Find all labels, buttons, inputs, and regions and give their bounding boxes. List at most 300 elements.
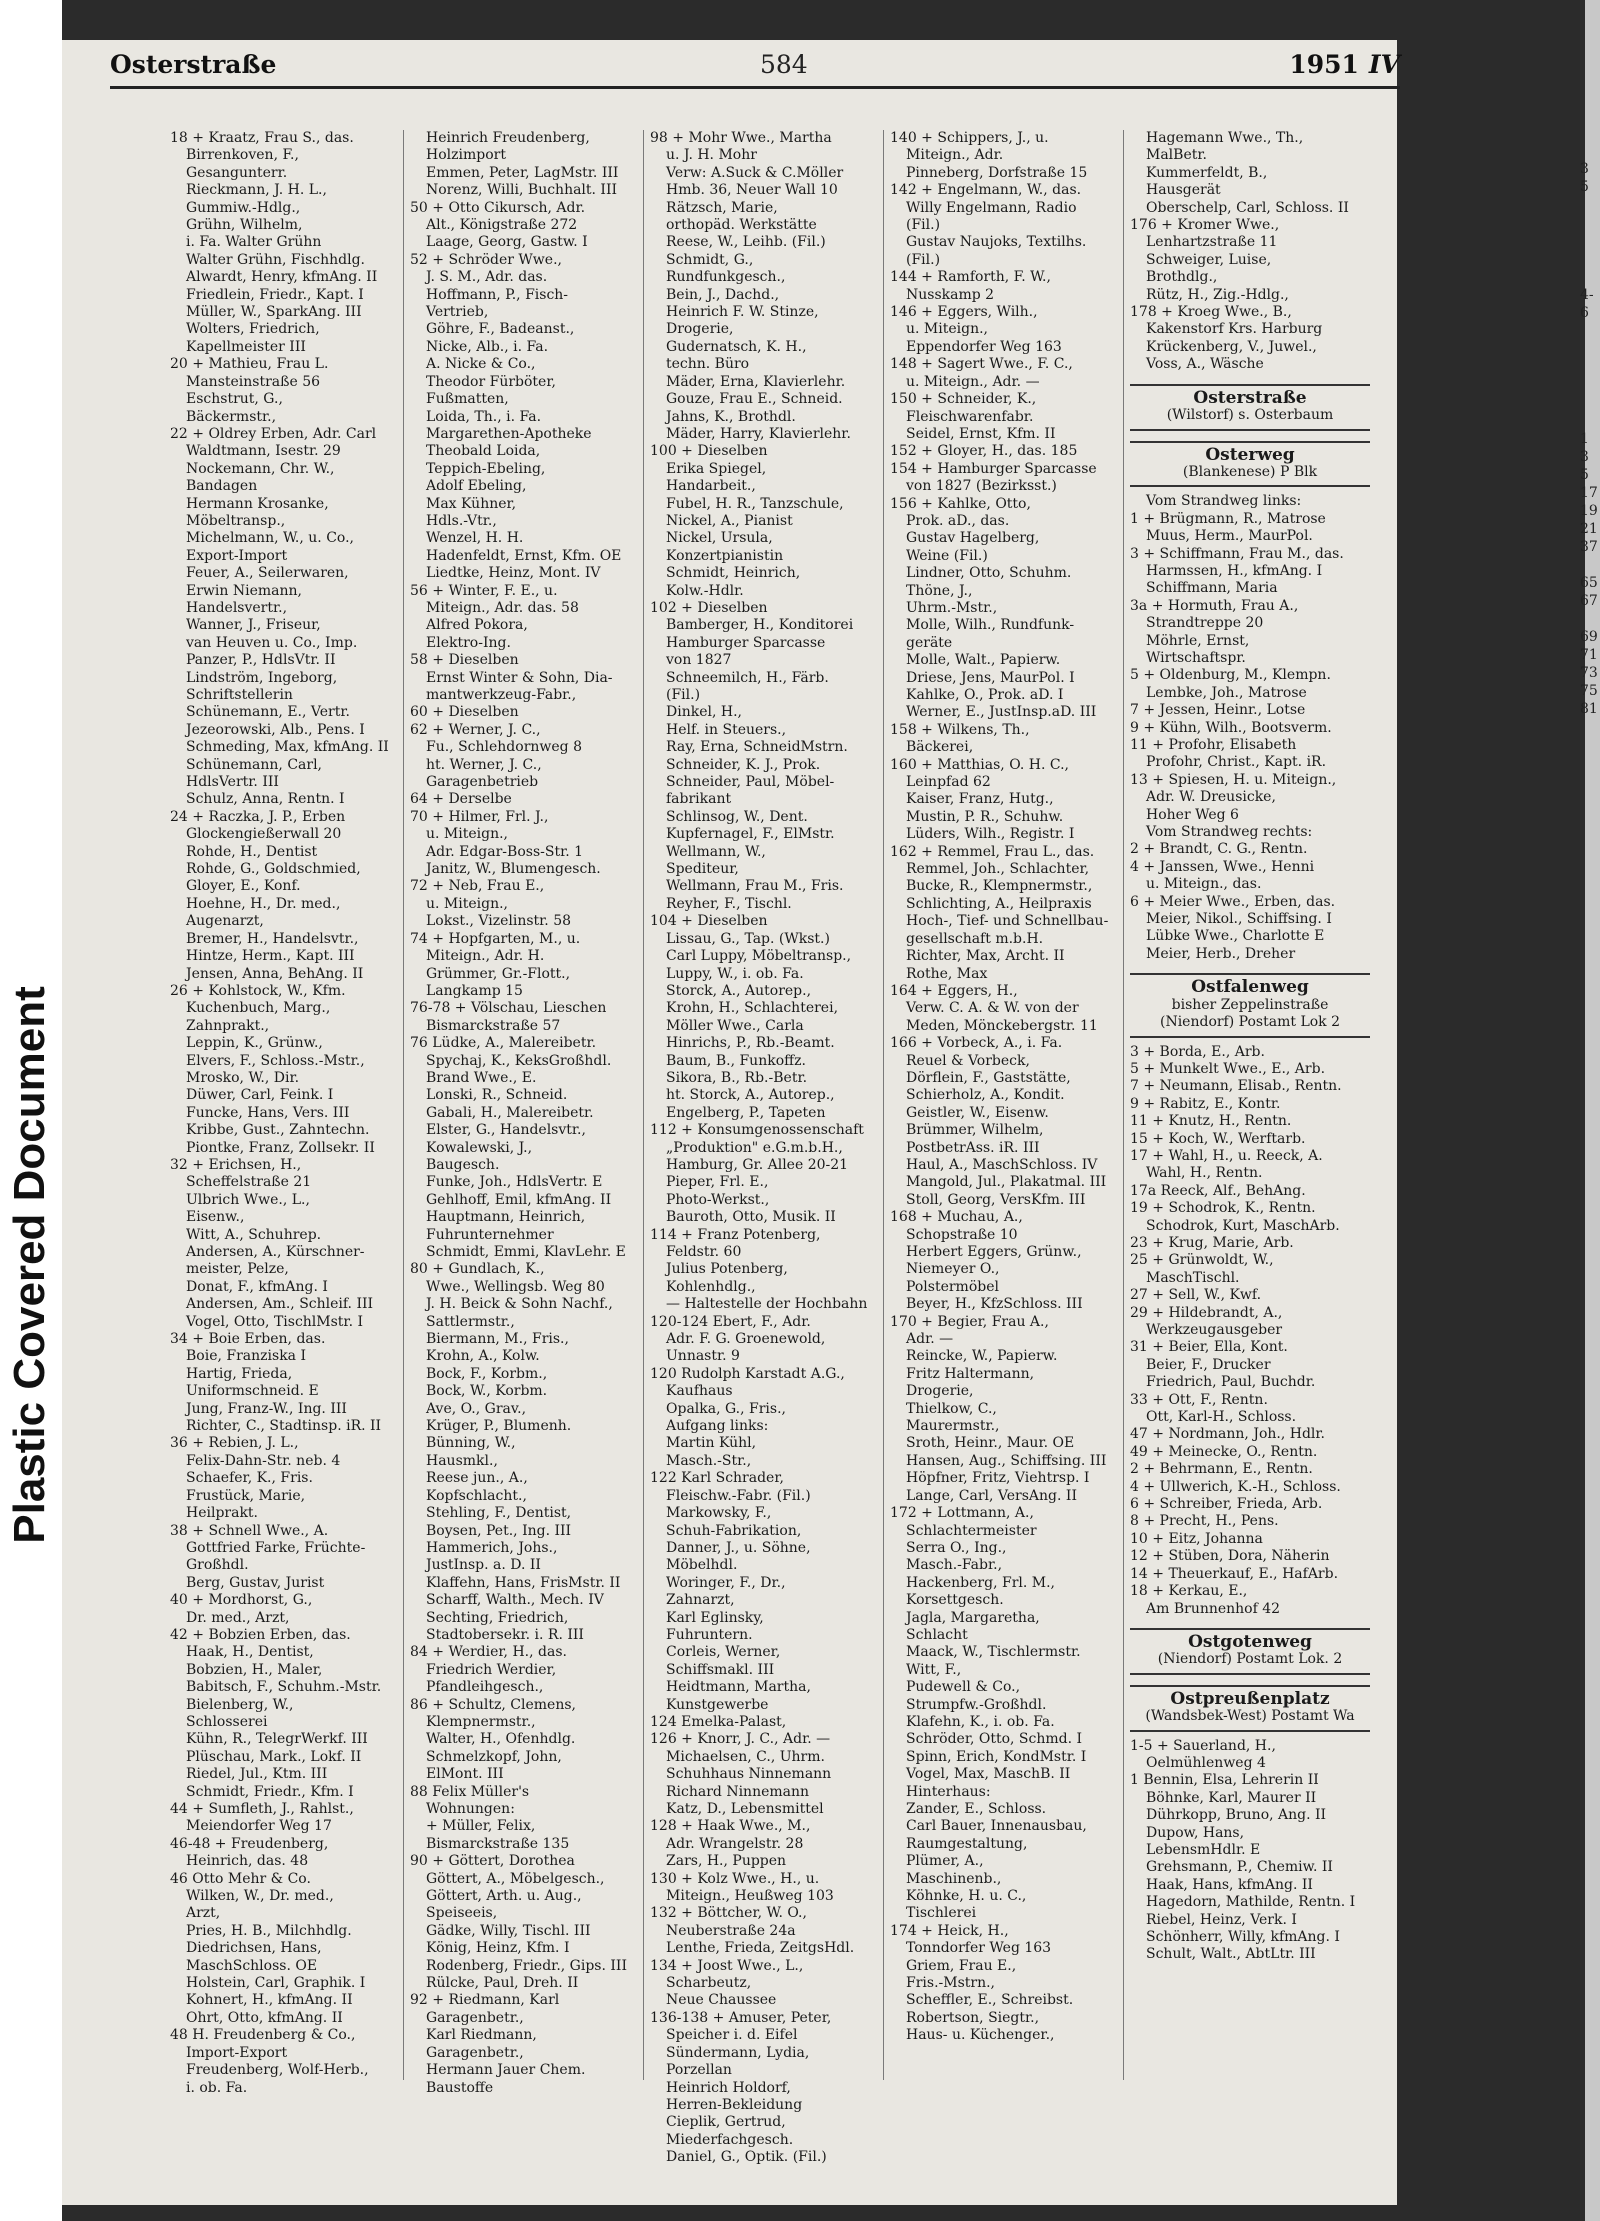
resident-entry: Schmidt, Emmi, KlavLehr. E bbox=[426, 1244, 626, 1260]
house-number-entry: 9 + Rabitz, E., Kontr. bbox=[1130, 1095, 1281, 1112]
edge-number bbox=[1580, 268, 1598, 286]
house-number-entry: 84 + Werdier, H., das. bbox=[410, 1644, 567, 1661]
resident-entry: Griem, Frau E., bbox=[906, 1957, 1017, 1974]
resident-entry: Kahlke, O., Prok. aD. I bbox=[906, 687, 1064, 703]
resident-entry: Max Kühner, bbox=[426, 495, 517, 512]
resident-entry: MalBetr. bbox=[1146, 147, 1207, 164]
resident-entry: Sattlermstr., bbox=[426, 1313, 515, 1330]
resident-entry: Loida, Th., i. Fa. bbox=[426, 408, 542, 425]
resident-entry: Mrosko, W., Dir. bbox=[186, 1069, 300, 1086]
resident-entry: Scharbeutz, bbox=[666, 1975, 752, 1992]
resident-entry: Schiffsmakl. III bbox=[666, 1661, 775, 1678]
resident-entry: Boie, Franziska I bbox=[186, 1348, 306, 1365]
edge-number: 65 bbox=[1580, 575, 1598, 591]
resident-entry: Engelberg, P., Tapeten bbox=[666, 1104, 826, 1121]
resident-entry: von 1827 bbox=[666, 652, 732, 669]
resident-entry: Bauroth, Otto, Musik. II bbox=[666, 1209, 836, 1226]
resident-entry: Schierholz, A., Kondit. bbox=[906, 1087, 1065, 1104]
resident-entry: Danner, J., u. Söhne, bbox=[666, 1539, 811, 1556]
resident-entry: Beier, F., Drucker bbox=[1146, 1356, 1271, 1373]
resident-entry: Klempnermstr., bbox=[426, 1713, 536, 1730]
resident-entry: Reese, W., Leihb. (Fil.) bbox=[666, 234, 826, 251]
house-number-entry: 72 + Neb, Frau E., bbox=[410, 878, 545, 895]
resident-entry: Grühn, Wilhelm, bbox=[186, 217, 303, 234]
resident-entry: Kummerfeldt, B., bbox=[1146, 164, 1268, 181]
resident-entry: (Fil.) bbox=[906, 251, 941, 268]
resident-entry: Elektro-Ing. bbox=[426, 634, 511, 651]
house-number-entry: 166 + Vorbeck, A., i. Fa. bbox=[890, 1035, 1063, 1052]
street-name: Ostpreußenplatz bbox=[1170, 1688, 1330, 1709]
adjacent-page-numbers bbox=[1580, 160, 1598, 718]
resident-entry: Jung, Franz-W., Ing. III bbox=[186, 1400, 347, 1417]
resident-entry: Wolters, Friedrich, bbox=[186, 321, 320, 338]
resident-entry: Molle, Wilh., Rundfunk- bbox=[906, 617, 1075, 634]
resident-entry: Pieper, Frl. E., bbox=[666, 1174, 769, 1191]
resident-entry: Adolf Ebeling, bbox=[426, 478, 527, 495]
resident-entry: Sündermann, Lydia, bbox=[666, 2044, 810, 2061]
resident-entry: Hoch-, Tief- und Schnellbau- bbox=[906, 913, 1109, 930]
house-number-entry: 5 + Munkelt Wwe., E., Arb. bbox=[1130, 1060, 1326, 1077]
resident-entry: Kohlenhdlg., bbox=[666, 1278, 756, 1295]
page-header bbox=[110, 46, 1400, 89]
house-number-entry: 17a Reeck, Alf., BehAng. bbox=[1130, 1182, 1306, 1199]
street-note: (Niendorf) Postamt Lok. 2 bbox=[1157, 1651, 1343, 1668]
resident-entry: Gouze, Frau E., Schneid. bbox=[666, 391, 843, 408]
resident-entry: Korsettgesch. bbox=[906, 1592, 1004, 1609]
resident-entry: Fris.-Mstrn., bbox=[906, 1975, 996, 1992]
resident-entry: Schünemann, E., Vertr. bbox=[186, 704, 350, 721]
resident-entry: Theodor Fürböter, bbox=[426, 373, 556, 390]
resident-entry: Markowsky, F., bbox=[666, 1505, 772, 1522]
resident-entry: Schlacht bbox=[906, 1626, 968, 1643]
house-number-entry: 1 + Brügmann, R., Matrose bbox=[1130, 510, 1326, 527]
resident-entry: Photo-Werkst., bbox=[666, 1191, 770, 1208]
resident-entry: Klafehn, K., i. ob. Fa. bbox=[906, 1713, 1055, 1730]
resident-entry: Schodrok, Kurt, MaschArb. bbox=[1146, 1217, 1340, 1234]
resident-entry: Konzertpianistin bbox=[666, 547, 784, 564]
resident-entry: Bock, W., Korbm. bbox=[426, 1383, 548, 1400]
house-number-entry: 104 + Dieselben bbox=[650, 913, 768, 930]
resident-entry: MaschTischl. bbox=[1146, 1269, 1240, 1286]
resident-entry: Handelsvertr., bbox=[186, 599, 288, 616]
resident-entry: Mustin, P. R., Schuhw. bbox=[906, 808, 1064, 825]
resident-entry: Hagedorn, Mathilde, Rentn. I bbox=[1146, 1894, 1356, 1911]
resident-entry: Janitz, W., Blumengesch. bbox=[426, 861, 601, 878]
house-number-entry: 154 + Hamburger Sparcasse bbox=[890, 460, 1097, 477]
house-number-entry: 11 + Knutz, H., Rentn. bbox=[1130, 1113, 1292, 1130]
resident-entry: Babitsch, F., Schuhm.-Mstr. bbox=[186, 1679, 382, 1696]
resident-entry: Haul, A., MaschSchloss. IV bbox=[906, 1156, 1098, 1173]
resident-entry: Dinkel, H., bbox=[666, 704, 742, 721]
house-number-entry: 70 + Hilmer, Frl. J., bbox=[410, 808, 549, 825]
resident-entry: Rülcke, Paul, Dreh. II bbox=[426, 1975, 579, 1992]
house-number-entry: 122 Karl Schrader, bbox=[650, 1470, 784, 1487]
resident-entry: Bismarckstraße 57 bbox=[426, 1017, 561, 1034]
resident-entry: J. H. Beick & Sohn Nachf., bbox=[426, 1296, 613, 1313]
resident-entry: Schmidt, Heinrich, bbox=[666, 565, 801, 582]
house-number-entry: 90 + Göttert, Dorothea bbox=[410, 1853, 575, 1870]
resident-entry: Diedrichsen, Hans, bbox=[186, 1940, 322, 1957]
resident-entry: Strumpfw.-Großhdl. bbox=[906, 1696, 1047, 1713]
resident-entry: Gottfried Farke, Früchte- bbox=[186, 1539, 366, 1556]
resident-entry: Jezeorowski, Alb., Pens. I bbox=[186, 721, 365, 738]
heading-rule bbox=[1130, 1673, 1370, 1675]
house-number-entry: 100 + Dieselben bbox=[650, 443, 768, 460]
resident-entry: Schünemann, Carl, bbox=[186, 756, 323, 773]
resident-entry: Krüger, P., Blumenh. bbox=[426, 1418, 572, 1435]
resident-entry: Vom Strandweg rechts: bbox=[1146, 824, 1313, 841]
resident-entry: Handarbeit., bbox=[666, 478, 756, 495]
edge-number: 3 bbox=[1580, 161, 1589, 177]
resident-entry: Lissau, G., Tap. (Wkst.) bbox=[666, 930, 830, 947]
resident-entry: Witt, A., Schuhrep. bbox=[186, 1226, 322, 1243]
resident-entry: Oelmühlenweg 4 bbox=[1146, 1754, 1266, 1771]
resident-entry: Eppendorfer Weg 163 bbox=[906, 338, 1062, 355]
resident-entry: Düwer, Carl, Feink. I bbox=[186, 1087, 334, 1104]
house-number-entry: 98 + Mohr Wwe., Martha bbox=[650, 130, 832, 146]
resident-entry: Gabali, H., Malereibetr. bbox=[426, 1104, 594, 1121]
resident-entry: Speicher i. d. Eifel bbox=[666, 2027, 798, 2044]
resident-entry: Schuhhaus Ninnemann bbox=[666, 1766, 832, 1783]
resident-entry: Garagenbetr., bbox=[426, 2044, 524, 2061]
resident-entry: Drogerie, bbox=[906, 1383, 974, 1400]
resident-entry: Kupfernagel, F., ElMstr. bbox=[666, 826, 835, 843]
resident-entry: Masch.-Str., bbox=[666, 1452, 752, 1469]
resident-entry: Funcke, Hans, Vers. III bbox=[186, 1104, 350, 1121]
page-number: 584 bbox=[760, 50, 808, 79]
resident-entry: Göttert, A., Möbelgesch., bbox=[426, 1870, 605, 1887]
resident-entry: Böhnke, Karl, Maurer II bbox=[1146, 1789, 1317, 1806]
resident-entry: Thielkow, C., bbox=[906, 1400, 997, 1417]
resident-entry: i. Fa. Walter Grühn bbox=[186, 234, 322, 251]
resident-entry: Schuh-Fabrikation, bbox=[666, 1522, 802, 1539]
resident-entry: Schlinsog, W., Dent. bbox=[666, 808, 808, 825]
resident-entry: Nusskamp 2 bbox=[906, 286, 995, 303]
resident-entry: MaschSchloss. OE bbox=[186, 1957, 318, 1974]
resident-entry: Baustoffe bbox=[426, 2079, 494, 2096]
resident-entry: Driese, Jens, MaurPol. I bbox=[906, 669, 1075, 686]
column-2 bbox=[410, 130, 635, 2097]
plastic-cover-strip bbox=[0, 0, 62, 2221]
resident-entry: Dührkopp, Bruno, Ang. II bbox=[1146, 1807, 1327, 1824]
resident-entry: u. Miteign., bbox=[426, 895, 508, 912]
resident-entry: Holzimport bbox=[426, 147, 506, 164]
house-number-entry: 13 + Spiesen, H. u. Miteign., bbox=[1130, 771, 1337, 788]
resident-entry: Opalka, G., Fris., bbox=[666, 1400, 786, 1417]
resident-entry: fabrikant bbox=[666, 791, 732, 808]
resident-entry: Adr. W. Dreusicke, bbox=[1146, 789, 1276, 806]
house-number-entry: 146 + Eggers, Wilh., bbox=[890, 304, 1038, 321]
resident-entry: Wanner, J., Friseur, bbox=[186, 617, 321, 634]
resident-entry: Bünning, W., bbox=[426, 1435, 516, 1452]
resident-entry: Hamburger Sparcasse bbox=[666, 634, 826, 651]
resident-entry: Lonski, R., Schneid. bbox=[426, 1087, 568, 1104]
resident-entry: Schult, Walt., AbtLtr. III bbox=[1146, 1946, 1316, 1963]
edge-number bbox=[1580, 232, 1598, 250]
resident-entry: Dupow, Hans, bbox=[1146, 1824, 1245, 1841]
street-note: (Wilstorf) s. Osterbaum bbox=[1166, 407, 1334, 424]
resident-entry: Fuhrunternehmer bbox=[426, 1226, 554, 1243]
resident-entry: Dr. med., Arzt, bbox=[186, 1609, 290, 1626]
resident-entry: u. Miteign., bbox=[906, 321, 988, 338]
house-number-entry: 17 + Wahl, H., u. Reeck, A. bbox=[1130, 1147, 1323, 1164]
resident-entry: Bamberger, H., Konditorei bbox=[666, 617, 854, 634]
resident-entry: Meier, Herb., Dreher bbox=[1146, 945, 1296, 962]
resident-entry: Muus, Herm., MaurPol. bbox=[1146, 528, 1313, 545]
resident-entry: Lindner, Otto, Schuhm. bbox=[906, 565, 1072, 582]
heading-rule bbox=[1130, 1036, 1370, 1038]
resident-entry: Ott, Karl-H., Schloss. bbox=[1146, 1409, 1297, 1426]
resident-entry: Serra O., Ing., bbox=[906, 1539, 1007, 1556]
column-divider bbox=[643, 130, 644, 2080]
house-number-entry: 8 + Precht, H., Pens. bbox=[1130, 1513, 1279, 1530]
resident-entry: Lüders, Wilh., Registr. I bbox=[906, 826, 1075, 843]
edge-number bbox=[1580, 250, 1598, 268]
house-number-entry: 126 + Knorr, J. C., Adr. — bbox=[650, 1731, 831, 1748]
edge-number bbox=[1580, 196, 1598, 214]
house-number-entry: 11 + Profohr, Elisabeth bbox=[1130, 737, 1297, 753]
resident-entry: Schopstraße 10 bbox=[906, 1226, 1018, 1243]
resident-entry: u. Miteign., Adr. — bbox=[906, 373, 1040, 390]
resident-entry: Göhre, F., Badeanst., bbox=[426, 321, 575, 338]
resident-entry: Beyer, H., KfzSchloss. III bbox=[906, 1296, 1083, 1313]
resident-entry: Hausmkl., bbox=[426, 1452, 498, 1469]
resident-entry: Michelmann, W., u. Co., bbox=[186, 530, 354, 547]
house-number-entry: 76 Lüdke, A., Malereibetr. bbox=[410, 1035, 597, 1052]
house-number-entry: 32 + Erichsen, H., bbox=[170, 1156, 302, 1173]
resident-entry: Hansen, Aug., Schiffsing. III bbox=[906, 1452, 1107, 1469]
resident-entry: Nickel, A., Pianist bbox=[666, 512, 793, 529]
resident-entry: Ave, O., Grav., bbox=[426, 1400, 527, 1417]
resident-entry: Aufgang links: bbox=[666, 1418, 769, 1435]
resident-entry: Emmen, Peter, LagMstr. III bbox=[426, 164, 619, 181]
resident-entry: Mangold, Jul., Plakatmal. III bbox=[906, 1174, 1107, 1191]
resident-entry: Vom Strandweg links: bbox=[1146, 493, 1302, 510]
house-number-entry: 18 + Kraatz, Frau S., das. bbox=[170, 130, 354, 146]
resident-entry: Ray, Erna, SchneidMstrn. bbox=[666, 739, 848, 756]
house-number-entry: 120 Rudolph Karstadt A.G., bbox=[650, 1365, 845, 1382]
resident-entry: Weine (Fil.) bbox=[906, 547, 988, 564]
resident-entry: Oberschelp, Carl, Schloss. II bbox=[1146, 199, 1349, 216]
edge-number: 37 bbox=[1580, 539, 1598, 555]
house-number-entry: 23 + Krug, Marie, Arb. bbox=[1130, 1234, 1294, 1251]
house-number-entry: 134 + Joost Wwe., L., bbox=[650, 1957, 804, 1974]
running-head-street: Osterstraße bbox=[110, 50, 277, 79]
house-number-entry: 18 + Kerkau, E., bbox=[1130, 1583, 1248, 1600]
edge-number bbox=[1580, 358, 1598, 376]
resident-entry: Vogel, Otto, TischlMstr. I bbox=[186, 1313, 364, 1330]
resident-entry: u. Miteign., bbox=[426, 826, 508, 843]
resident-entry: Geistler, W., Eisenw. bbox=[906, 1104, 1049, 1121]
house-number-entry: 44 + Sumfleth, J., Rahlst., bbox=[170, 1801, 354, 1817]
resident-entry: Großhdl. bbox=[186, 1557, 249, 1574]
heading-rule bbox=[1130, 441, 1370, 443]
resident-entry: Garagenbetr., bbox=[426, 2009, 524, 2026]
resident-entry: Mansteinstraße 56 bbox=[186, 373, 321, 390]
resident-entry: Andersen, Am., Schleif. III bbox=[186, 1296, 374, 1313]
resident-entry: Verw. C. A. & W. von der bbox=[906, 1000, 1079, 1017]
resident-entry: Neue Chaussee bbox=[666, 1992, 777, 2009]
house-number-entry: 136-138 + Amuser, Peter, bbox=[650, 2009, 832, 2026]
resident-entry: Möbelhdl. bbox=[666, 1557, 738, 1574]
street-name: Ostgotenweg bbox=[1188, 1631, 1312, 1652]
house-number-entry: 40 + Mordhorst, G., bbox=[170, 1592, 313, 1609]
resident-entry: Göttert, Arth. u. Aug., bbox=[426, 1888, 582, 1905]
resident-entry: Haus- u. Küchenger., bbox=[906, 2027, 1055, 2044]
resident-entry: Friedrich, Paul, Buchdr. bbox=[1146, 1374, 1316, 1391]
edge-number: 71 bbox=[1580, 647, 1598, 663]
resident-entry: Neuberstraße 24a bbox=[666, 1922, 796, 1939]
house-number-entry: 76-78 + Völschau, Lieschen bbox=[410, 1000, 607, 1017]
street-heading bbox=[1130, 1685, 1370, 1732]
resident-entry: Miteign., Adr. bbox=[906, 147, 1004, 164]
edge-number: 19 bbox=[1580, 503, 1598, 519]
resident-entry: Fuhruntern. bbox=[666, 1626, 753, 1643]
resident-entry: Jahns, K., Brothdl. bbox=[666, 408, 796, 425]
resident-entry: Hauptmann, Heinrich, bbox=[426, 1209, 586, 1226]
house-number-entry: 12 + Stüben, Dora, Näherin bbox=[1130, 1548, 1330, 1565]
resident-entry: Glockengießerwall 20 bbox=[186, 826, 342, 843]
resident-entry: Schulz, Anna, Rentn. I bbox=[186, 791, 345, 808]
resident-entry: Schiffmann, Maria bbox=[1146, 580, 1278, 597]
resident-entry: Hadenfeldt, Ernst, Kfm. OE bbox=[426, 547, 622, 564]
resident-entry: Hintze, Herm., Kapt. III bbox=[186, 948, 355, 965]
resident-entry: Walter Grühn, Fischhdlg. bbox=[186, 251, 365, 268]
resident-entry: Carl Luppy, Möbeltransp., bbox=[666, 948, 852, 965]
column-divider bbox=[1123, 130, 1124, 2080]
house-number-entry: 3 + Borda, E., Arb. bbox=[1130, 1043, 1265, 1060]
house-number-entry: 80 + Gundlach, K., bbox=[410, 1261, 545, 1278]
resident-entry: Adr. F. G. Groenewold, bbox=[666, 1331, 826, 1348]
resident-entry: Riedel, Jul., Ktm. III bbox=[186, 1766, 328, 1783]
resident-entry: Gustav Naujoks, Textilhs. bbox=[906, 234, 1087, 251]
resident-entry: Spediteur, bbox=[666, 861, 739, 878]
house-number-entry: 132 + Böttcher, W. O., bbox=[650, 1905, 807, 1922]
resident-entry: Rohde, H., Dentist bbox=[186, 843, 318, 860]
house-number-entry: 74 + Hopfgarten, M., u. bbox=[410, 930, 581, 947]
resident-entry: Nockemann, Chr. W., bbox=[186, 460, 335, 477]
resident-entry: Polstermöbel bbox=[906, 1278, 999, 1295]
resident-entry: Wellmann, Frau M., Fris. bbox=[666, 878, 844, 895]
resident-entry: Feuer, A., Seilerwaren, bbox=[186, 565, 349, 582]
resident-entry: Möbeltransp., bbox=[186, 512, 286, 529]
edge-number: 4- bbox=[1580, 287, 1594, 303]
resident-entry: u. Miteign., das. bbox=[1146, 876, 1262, 893]
resident-entry: Helf. in Steuers., bbox=[666, 721, 787, 738]
house-number-entry: 22 + Oldrey Erben, Adr. Carl bbox=[170, 425, 377, 442]
resident-entry: Alfred Pokora, bbox=[426, 617, 528, 634]
resident-entry: Friedrich Werdier, bbox=[426, 1661, 557, 1678]
resident-entry: Corleis, Werner, bbox=[666, 1644, 781, 1661]
resident-entry: Woringer, F., Dr., bbox=[666, 1574, 786, 1591]
house-number-entry: 1 Bennin, Elsa, Lehrerin II bbox=[1130, 1772, 1319, 1789]
resident-entry: Gehlhoff, Emil, kfmAng. II bbox=[426, 1191, 612, 1208]
resident-entry: i. ob. Fa. bbox=[186, 2079, 248, 2096]
resident-entry: Scheffler, E., Schreibst. bbox=[906, 1992, 1074, 2009]
resident-entry: Heidtmann, Martha, bbox=[666, 1679, 811, 1696]
resident-entry: Karl Riedmann, bbox=[426, 2027, 537, 2044]
resident-entry: Hdls.-Vtr., bbox=[426, 512, 497, 529]
resident-entry: Rütz, H., Zig.-Hdlg., bbox=[1146, 286, 1289, 303]
house-number-entry: 31 + Beier, Ella, Kont. bbox=[1130, 1339, 1288, 1356]
resident-entry: Arzt, bbox=[186, 1905, 221, 1922]
resident-entry: Harmssen, H., kfmAng. I bbox=[1146, 562, 1323, 579]
edge-number: 5 bbox=[1580, 467, 1589, 483]
resident-entry: Kaufhaus bbox=[666, 1383, 733, 1400]
resident-entry: Bäckermstr., bbox=[186, 408, 277, 425]
edge-number bbox=[1580, 214, 1598, 232]
house-number-entry: 144 + Ramforth, F. W., bbox=[890, 269, 1051, 286]
resident-entry: Mäder, Harry, Klavierlehr. bbox=[666, 425, 851, 442]
house-number-entry: 46-48 + Freudenberg, bbox=[170, 1835, 329, 1852]
resident-entry: Gummiw.-Hdlg., bbox=[186, 199, 301, 216]
resident-entry: Gesangunterr. bbox=[186, 164, 288, 181]
resident-entry: Eisenw., bbox=[186, 1209, 245, 1226]
resident-entry: Schmeding, Max, kfmAng. II bbox=[186, 739, 389, 756]
street-note: (Wandsbek-West) Postamt Wa bbox=[1145, 1708, 1355, 1725]
resident-entry: Margarethen-Apotheke bbox=[426, 425, 592, 442]
street-heading bbox=[1130, 384, 1370, 431]
house-number-entry: 1-5 + Sauerland, H., bbox=[1130, 1737, 1276, 1754]
resident-entry: Leppin, K., Grünw., bbox=[186, 1035, 323, 1052]
plastic-cover-label: Plastic Covered Document bbox=[5, 986, 54, 1544]
resident-entry: Vogel, Max, MaschB. II bbox=[906, 1766, 1071, 1783]
resident-entry: Adr. Edgar-Boss-Str. 1 bbox=[426, 843, 584, 860]
resident-entry: Brand Wwe., E. bbox=[426, 1069, 537, 1086]
volume-number: IV bbox=[1368, 50, 1400, 79]
resident-entry: Gloyer, E., Konf. bbox=[186, 878, 301, 895]
edge-number bbox=[1580, 556, 1598, 574]
resident-entry: Hausgerät bbox=[1146, 182, 1221, 199]
resident-entry: Heinrich F. W. Stinze, bbox=[666, 304, 819, 321]
resident-entry: Rohde, G., Goldschmied, bbox=[186, 861, 361, 878]
resident-entry: Uniformschneid. E bbox=[186, 1383, 319, 1400]
house-number-entry: 176 + Kromer Wwe., bbox=[1130, 217, 1280, 234]
edge-number bbox=[1580, 412, 1598, 430]
resident-entry: Walter, H., Ofenhdlg. bbox=[426, 1731, 576, 1748]
edge-number: 73 bbox=[1580, 665, 1598, 681]
resident-entry: Donat, F., kfmAng. I bbox=[186, 1278, 328, 1295]
house-number-entry: 62 + Werner, J. C., bbox=[410, 721, 541, 738]
heading-rule bbox=[1130, 485, 1370, 487]
resident-entry: Speiseeis, bbox=[426, 1905, 498, 1922]
resident-entry: Wahl, H., Rentn. bbox=[1146, 1165, 1263, 1182]
resident-entry: Riebel, Heinz, Verk. I bbox=[1146, 1911, 1297, 1928]
resident-entry: Heilprakt. bbox=[186, 1505, 259, 1522]
resident-entry: Friedlein, Friedr., Kapt. I bbox=[186, 286, 364, 303]
resident-entry: Piontke, Franz, Zollsekr. II bbox=[186, 1139, 375, 1156]
resident-entry: Fleischwarenfabr. bbox=[906, 408, 1034, 425]
resident-entry: Pfandleihgesch., bbox=[426, 1679, 544, 1696]
resident-entry: Jagla, Margaretha, bbox=[906, 1609, 1040, 1626]
resident-entry: Bandagen bbox=[186, 478, 258, 495]
resident-entry: Andersen, A., Kürschner- bbox=[186, 1244, 365, 1260]
resident-entry: Hoehne, H., Dr. med., bbox=[186, 895, 341, 912]
house-number-entry: 152 + Gloyer, H., das. 185 bbox=[890, 443, 1078, 460]
resident-entry: Schlosserei bbox=[186, 1713, 268, 1730]
resident-entry: Stoll, Georg, VersKfm. III bbox=[906, 1191, 1086, 1208]
house-number-entry: 120-124 Ebert, F., Adr. bbox=[650, 1313, 811, 1330]
resident-entry: Baugesch. bbox=[426, 1156, 500, 1173]
house-number-entry: 112 + Konsumgenossenschaft bbox=[650, 1122, 864, 1139]
resident-entry: Schmelzkopf, John, bbox=[426, 1748, 562, 1765]
resident-entry: Scheffelstraße 21 bbox=[186, 1174, 312, 1191]
house-number-entry: 29 + Hildebrandt, A., bbox=[1130, 1304, 1283, 1321]
resident-entry: Rothe, Max bbox=[906, 965, 988, 982]
house-number-entry: 124 Emelka-Palast, bbox=[650, 1713, 787, 1730]
resident-entry: Kopfschlacht., bbox=[426, 1487, 527, 1504]
resident-entry: Pries, H. B., Milchhdlg. bbox=[186, 1922, 352, 1939]
